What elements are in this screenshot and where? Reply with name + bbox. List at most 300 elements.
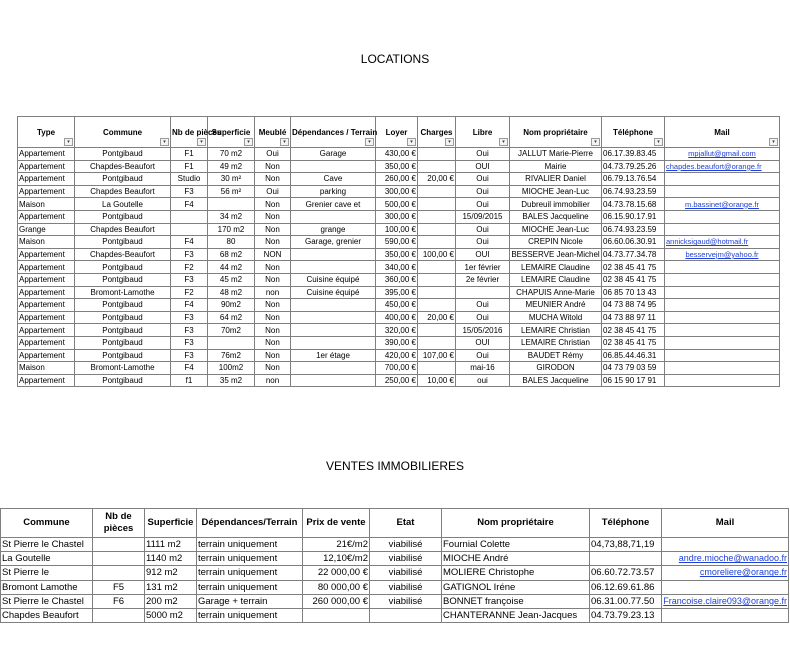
table-cell: [291, 248, 376, 261]
email-link[interactable]: andre.mioche@wanadoo.fr: [662, 552, 789, 566]
table-cell: St Pierre le Chastel: [1, 594, 93, 608]
table-cell: [456, 286, 510, 299]
table-cell: 390,00 €: [376, 336, 418, 349]
table-cell: JALLUT Marie-Pierre: [510, 148, 602, 161]
table-cell: [291, 160, 376, 173]
col-header-label: Superficie: [211, 127, 251, 137]
table-cell: Pontgibaud: [75, 324, 171, 337]
table-cell: [418, 236, 456, 249]
table-cell: [665, 173, 780, 186]
table-cell: Non: [255, 261, 291, 274]
table-cell: [171, 223, 208, 236]
col-header-label: Libre: [472, 127, 493, 137]
table-cell: mai-16: [456, 362, 510, 375]
table-cell: [665, 210, 780, 223]
table-cell: 90m2: [208, 299, 255, 312]
table-cell: Pontgibaud: [75, 311, 171, 324]
email-link[interactable]: cmoreliere@orange.fr: [662, 566, 789, 580]
filter-dropdown-icon[interactable]: ▾: [197, 138, 206, 146]
table-cell: [291, 362, 376, 375]
table-cell: [171, 210, 208, 223]
table-row: [18, 223, 780, 236]
col-header-nom-proprietaire: [510, 117, 602, 148]
table-cell: terrain uniquement: [197, 552, 303, 566]
email-link[interactable]: besservejm@yahoo.fr: [665, 248, 780, 261]
table-row: [18, 261, 780, 274]
table-cell: Oui: [255, 148, 291, 161]
table-cell: F2: [171, 286, 208, 299]
table-row: [18, 210, 780, 223]
locations-header-row: [18, 117, 780, 148]
table-cell: 76m2: [208, 349, 255, 362]
table-row: [18, 311, 780, 324]
table-cell: MIOCHE André: [442, 552, 590, 566]
table-cell: [418, 198, 456, 211]
table-cell: Pontgibaud: [75, 349, 171, 362]
table-cell: 100,00 €: [376, 223, 418, 236]
table-cell: 04 73 88 74 95: [602, 299, 665, 312]
table-row: [1, 538, 789, 552]
table-cell: [418, 299, 456, 312]
table-cell: 1111 m2: [145, 538, 197, 552]
table-cell: Appartement: [18, 160, 75, 173]
table-cell: 320,00 €: [376, 324, 418, 337]
table-cell: CHANTERANNE Jean-Jacques: [442, 608, 590, 622]
table-cell: [665, 336, 780, 349]
table-cell: [665, 299, 780, 312]
table-cell: CREPIN Nicole: [510, 236, 602, 249]
table-row: [18, 160, 780, 173]
col-header-label: Charges: [420, 127, 453, 137]
table-cell: Pontgibaud: [75, 236, 171, 249]
table-cell: F5: [93, 580, 145, 594]
filter-dropdown-icon[interactable]: ▾: [280, 138, 289, 146]
table-cell: Appartement: [18, 286, 75, 299]
table-cell: 04 73 79 03 59: [602, 362, 665, 375]
table-cell: Studio: [171, 173, 208, 186]
table-cell: GIRODON: [510, 362, 602, 375]
table-cell: Non: [255, 324, 291, 337]
table-cell: 34 m2: [208, 210, 255, 223]
table-cell: F3: [171, 311, 208, 324]
table-row: [18, 362, 780, 375]
email-link[interactable]: annicksigaud@hotmail.fr: [665, 236, 780, 249]
table-cell: [93, 608, 145, 622]
filter-dropdown-icon[interactable]: ▾: [445, 138, 454, 146]
table-cell: Non: [255, 362, 291, 375]
table-cell: [665, 223, 780, 236]
col-header-mail: Mail: [662, 509, 789, 538]
filter-dropdown-icon[interactable]: ▾: [160, 138, 169, 146]
table-cell: [291, 261, 376, 274]
col-header-label: Meublé: [258, 127, 287, 137]
table-cell: MUCHA Witold: [510, 311, 602, 324]
email-link[interactable]: Francoise.claire093@orange.fr: [662, 594, 789, 608]
table-cell: 70 m2: [208, 148, 255, 161]
sales-title: VENTES IMMOBILIERES: [325, 459, 465, 473]
table-cell: Maison: [18, 236, 75, 249]
table-cell: Appartement: [18, 173, 75, 186]
table-cell: 395,00 €: [376, 286, 418, 299]
table-cell: 200 m2: [145, 594, 197, 608]
table-cell: Non: [255, 236, 291, 249]
col-header-prix-de-vente: Prix de vente: [303, 509, 370, 538]
table-cell: Oui: [456, 349, 510, 362]
table-cell: [665, 185, 780, 198]
table-row: [18, 236, 780, 249]
col-header-etat: Etat: [370, 509, 442, 538]
table-cell: oui: [456, 374, 510, 387]
col-header-meuble: [255, 117, 291, 148]
table-cell: Pontgibaud: [75, 336, 171, 349]
table-cell: Chapdes Beaufort: [75, 223, 171, 236]
table-cell: Non: [255, 311, 291, 324]
table-cell: Pontgibaud: [75, 210, 171, 223]
table-cell: [208, 198, 255, 211]
table-cell: Pontgibaud: [75, 173, 171, 186]
table-cell: [93, 538, 145, 552]
table-cell: Non: [255, 273, 291, 286]
locations-title: LOCATIONS: [360, 52, 430, 66]
col-header-type: [18, 117, 75, 148]
table-cell: terrain uniquement: [197, 566, 303, 580]
table-cell: [418, 324, 456, 337]
table-cell: Garage, grenier: [291, 236, 376, 249]
table-cell: 70m2: [208, 324, 255, 337]
table-cell: [418, 210, 456, 223]
table-cell: 700,00 €: [376, 362, 418, 375]
table-cell: viabilisé: [370, 538, 442, 552]
table-cell: 06.79.13.76.54: [602, 173, 665, 186]
table-row: [18, 324, 780, 337]
table-cell: 48 m2: [208, 286, 255, 299]
table-cell: 2e février: [456, 273, 510, 286]
table-cell: 30 m²: [208, 173, 255, 186]
table-cell: [665, 311, 780, 324]
table-cell: [291, 374, 376, 387]
table-cell: [418, 185, 456, 198]
col-header-label: Téléphone: [612, 127, 653, 137]
table-cell: Chapdes-Beaufort: [75, 248, 171, 261]
table-cell: Non: [255, 299, 291, 312]
table-cell: Non: [255, 349, 291, 362]
table-cell: 04,73,88,71,19: [590, 538, 662, 552]
table-row: [18, 299, 780, 312]
email-link[interactable]: mpjallut@gmail.com: [665, 148, 780, 161]
table-cell: non: [255, 374, 291, 387]
table-cell: Appartement: [18, 210, 75, 223]
table-cell: 350,00 €: [376, 248, 418, 261]
table-cell: Pontgibaud: [75, 261, 171, 274]
table-cell: St Pierre le Chastel: [1, 538, 93, 552]
table-cell: [418, 223, 456, 236]
table-cell: 22 000,00 €: [303, 566, 370, 580]
table-row: [18, 273, 780, 286]
table-cell: Appartement: [18, 248, 75, 261]
col-header-charges: [418, 117, 456, 148]
table-cell: 100m2: [208, 362, 255, 375]
table-cell: 350,00 €: [376, 160, 418, 173]
table-cell: [291, 210, 376, 223]
table-row: [1, 594, 789, 608]
table-cell: Non: [255, 336, 291, 349]
col-header-telephone: [602, 117, 665, 148]
col-header-nom-proprietaire: Nom propriétaire: [442, 509, 590, 538]
table-cell: [665, 261, 780, 274]
table-cell: [665, 286, 780, 299]
table-cell: Appartement: [18, 324, 75, 337]
table-cell: 06.85.44.46.31: [602, 349, 665, 362]
table-cell: [291, 311, 376, 324]
email-link[interactable]: chapdes.beaufort@orange.fr: [665, 160, 780, 173]
table-cell: 250,00 €: [376, 374, 418, 387]
table-cell: 1er février: [456, 261, 510, 274]
table-cell: 64 m2: [208, 311, 255, 324]
table-cell: Dubreuil immobilier: [510, 198, 602, 211]
filter-dropdown-icon[interactable]: ▾: [654, 138, 663, 146]
table-cell: RIVALIER Daniel: [510, 173, 602, 186]
table-row: [1, 566, 789, 580]
table-cell: Garage: [291, 148, 376, 161]
table-cell: Appartement: [18, 336, 75, 349]
table-cell: [291, 324, 376, 337]
table-cell: MEUNIER André: [510, 299, 602, 312]
table-cell: F2: [171, 261, 208, 274]
table-cell: 02 38 45 41 75: [602, 273, 665, 286]
table-cell: terrain uniquement: [197, 538, 303, 552]
table-cell: Non: [255, 210, 291, 223]
col-header-nb-de-pieces: Nb de pièces: [93, 509, 145, 538]
table-cell: Oui: [456, 173, 510, 186]
table-cell: [303, 608, 370, 622]
table-cell: Grange: [18, 223, 75, 236]
table-cell: Appartement: [18, 185, 75, 198]
table-cell: parking: [291, 185, 376, 198]
table-cell: [418, 261, 456, 274]
col-header-label: Nom propriétaire: [523, 127, 588, 137]
table-cell: 10,00 €: [418, 374, 456, 387]
filter-dropdown-icon[interactable]: ▾: [769, 138, 778, 146]
table-cell: [665, 349, 780, 362]
table-cell: 260,00 €: [376, 173, 418, 186]
table-cell: LEMAIRE Claudine: [510, 261, 602, 274]
table-cell: viabilisé: [370, 566, 442, 580]
table-cell: Appartement: [18, 299, 75, 312]
table-cell: Bromont Lamothe: [1, 580, 93, 594]
table-cell: GATIGNOL Iréne: [442, 580, 590, 594]
table-cell: La Goutelle: [1, 552, 93, 566]
table-cell: Chapdes Beaufort: [75, 185, 171, 198]
table-cell: 02 38 45 41 75: [602, 261, 665, 274]
table-cell: 1er étage: [291, 349, 376, 362]
table-cell: BALES Jacqueline: [510, 374, 602, 387]
table-cell: 06.74.93.23.59: [602, 185, 665, 198]
col-header-dependances-terrain: [291, 117, 376, 148]
table-cell: 340,00 €: [376, 261, 418, 274]
filter-dropdown-icon[interactable]: ▾: [591, 138, 600, 146]
table-cell: viabilisé: [370, 552, 442, 566]
table-cell: [662, 580, 789, 594]
col-header-label: Loyer: [385, 127, 408, 137]
table-cell: Chapdes Beaufort: [1, 608, 93, 622]
table-cell: 06.60.72.73.57: [590, 566, 662, 580]
col-header-nb-de-pieces: [171, 117, 222, 148]
table-cell: MIOCHE Jean-Luc: [510, 223, 602, 236]
table-cell: Cave: [291, 173, 376, 186]
table-cell: 04.73.79.25.26: [602, 160, 665, 173]
table-cell: Non: [255, 223, 291, 236]
table-cell: 06 85 70 13 43: [602, 286, 665, 299]
table-cell: 35 m2: [208, 374, 255, 387]
table-cell: Oui: [255, 185, 291, 198]
table-cell: [93, 566, 145, 580]
table-cell: Appartement: [18, 273, 75, 286]
table-cell: LEMAIRE Christian: [510, 336, 602, 349]
table-row: [18, 148, 780, 161]
table-cell: 04.73.79.23.13: [590, 608, 662, 622]
table-cell: LEMAIRE Christian: [510, 324, 602, 337]
table-cell: F4: [171, 198, 208, 211]
table-cell: Cuisine équipé: [291, 273, 376, 286]
table-row: [18, 374, 780, 387]
filter-dropdown-icon[interactable]: ▾: [365, 138, 374, 146]
table-cell: F4: [171, 362, 208, 375]
table-row: [18, 248, 780, 261]
table-cell: [590, 552, 662, 566]
table-cell: 06.31.00.77.50: [590, 594, 662, 608]
table-cell: 02 38 45 41 75: [602, 336, 665, 349]
table-cell: OUI: [456, 160, 510, 173]
table-cell: 20,00 €: [418, 173, 456, 186]
table-cell: Cuisine équipé: [291, 286, 376, 299]
table-cell: 45 m2: [208, 273, 255, 286]
table-cell: Non: [255, 173, 291, 186]
table-cell: Pontgibaud: [75, 273, 171, 286]
table-cell: Pontgibaud: [75, 299, 171, 312]
table-cell: Oui: [456, 148, 510, 161]
table-cell: non: [255, 286, 291, 299]
table-row: [18, 185, 780, 198]
table-cell: F6: [93, 594, 145, 608]
table-cell: Garage + terrain: [197, 594, 303, 608]
col-header-commune: [75, 117, 171, 148]
table-cell: Oui: [456, 185, 510, 198]
table-cell: Appartement: [18, 148, 75, 161]
table-cell: La Goutelle: [75, 198, 171, 211]
table-cell: BESSERVE Jean-Michel: [511, 250, 600, 260]
table-cell: F4: [171, 299, 208, 312]
table-row: [18, 286, 780, 299]
table-cell: Oui: [456, 198, 510, 211]
col-header-superficie: [208, 117, 255, 148]
table-cell: Oui: [456, 223, 510, 236]
table-cell: 912 m2: [145, 566, 197, 580]
table-cell: [418, 286, 456, 299]
table-cell: 80: [208, 236, 255, 249]
sales-header-row: [1, 509, 789, 538]
table-cell: [665, 273, 780, 286]
table-cell: [418, 148, 456, 161]
table-cell: 49 m2: [208, 160, 255, 173]
col-header-mail: [665, 117, 780, 148]
col-header-telephone: Téléphone: [590, 509, 662, 538]
table-cell: [370, 608, 442, 622]
filter-dropdown-icon[interactable]: ▾: [407, 138, 416, 146]
table-cell: 44 m2: [208, 261, 255, 274]
table-cell: Grenier cave et: [291, 198, 376, 211]
table-cell: 131 m2: [145, 580, 197, 594]
table-cell: Oui: [456, 236, 510, 249]
table-cell: [418, 160, 456, 173]
filter-dropdown-icon[interactable]: ▾: [499, 138, 508, 146]
table-cell: F4: [171, 236, 208, 249]
table-cell: F3: [171, 273, 208, 286]
table-cell: 420,00 €: [376, 349, 418, 362]
table-cell: [418, 336, 456, 349]
table-cell: [665, 324, 780, 337]
table-cell: 06.12.69.61.86: [590, 580, 662, 594]
table-cell: [662, 538, 789, 552]
table-cell: Appartement: [18, 349, 75, 362]
table-cell: Appartement: [18, 261, 75, 274]
col-header-label: Nb de pièces: [172, 127, 222, 137]
filter-dropdown-icon[interactable]: ▾: [64, 138, 73, 146]
table-cell: F1: [171, 148, 208, 161]
table-cell: 04 73 88 97 11: [602, 311, 665, 324]
table-cell: viabilisé: [370, 594, 442, 608]
table-cell: 100,00 €: [418, 248, 456, 261]
table-cell: 450,00 €: [376, 299, 418, 312]
table-cell: grange: [291, 223, 376, 236]
table-cell: F3: [171, 324, 208, 337]
table-cell: [662, 608, 789, 622]
col-header-label: Type: [36, 127, 56, 137]
table-cell: OUI: [456, 248, 510, 261]
filter-dropdown-icon[interactable]: ▾: [244, 138, 253, 146]
email-link[interactable]: m.bassinet@orange.fr: [665, 198, 780, 211]
table-cell: 21€/m2: [303, 538, 370, 552]
table-cell: NON: [255, 248, 291, 261]
table-cell: 12,10€/m2: [303, 552, 370, 566]
table-cell: Maison: [18, 362, 75, 375]
sales-table: [0, 508, 789, 623]
table-row: [18, 336, 780, 349]
table-cell: Fournial Colette: [442, 538, 590, 552]
table-row: [18, 349, 780, 362]
table-cell: 04.73.77.34.78: [602, 248, 665, 261]
table-cell: 20,00 €: [418, 311, 456, 324]
table-cell: Oui: [456, 299, 510, 312]
table-cell: Chapdes-Beaufort: [75, 160, 171, 173]
table-cell: 06.60.06.30.91: [602, 236, 665, 249]
table-cell: [208, 336, 255, 349]
table-cell: [418, 273, 456, 286]
table-cell: 300,00 €: [376, 185, 418, 198]
table-cell: 170 m2: [208, 223, 255, 236]
table-cell: 02 38 45 41 75: [602, 324, 665, 337]
col-header-dependances-terrain: Dépendances/Terrain: [197, 509, 303, 538]
table-cell: 06.74.93.23.59: [602, 223, 665, 236]
table-cell: Maison: [18, 198, 75, 211]
table-cell: LEMAIRE Claudine: [510, 273, 602, 286]
table-cell: 04.73.78.15.68: [602, 198, 665, 211]
table-cell: CHAPUIS Anne-Marie: [510, 286, 602, 299]
table-cell: F3: [171, 248, 208, 261]
table-cell: viabilisé: [370, 580, 442, 594]
col-header-label: Dépendances / Terrain: [292, 127, 378, 137]
table-cell: [418, 362, 456, 375]
table-cell: F3: [171, 185, 208, 198]
